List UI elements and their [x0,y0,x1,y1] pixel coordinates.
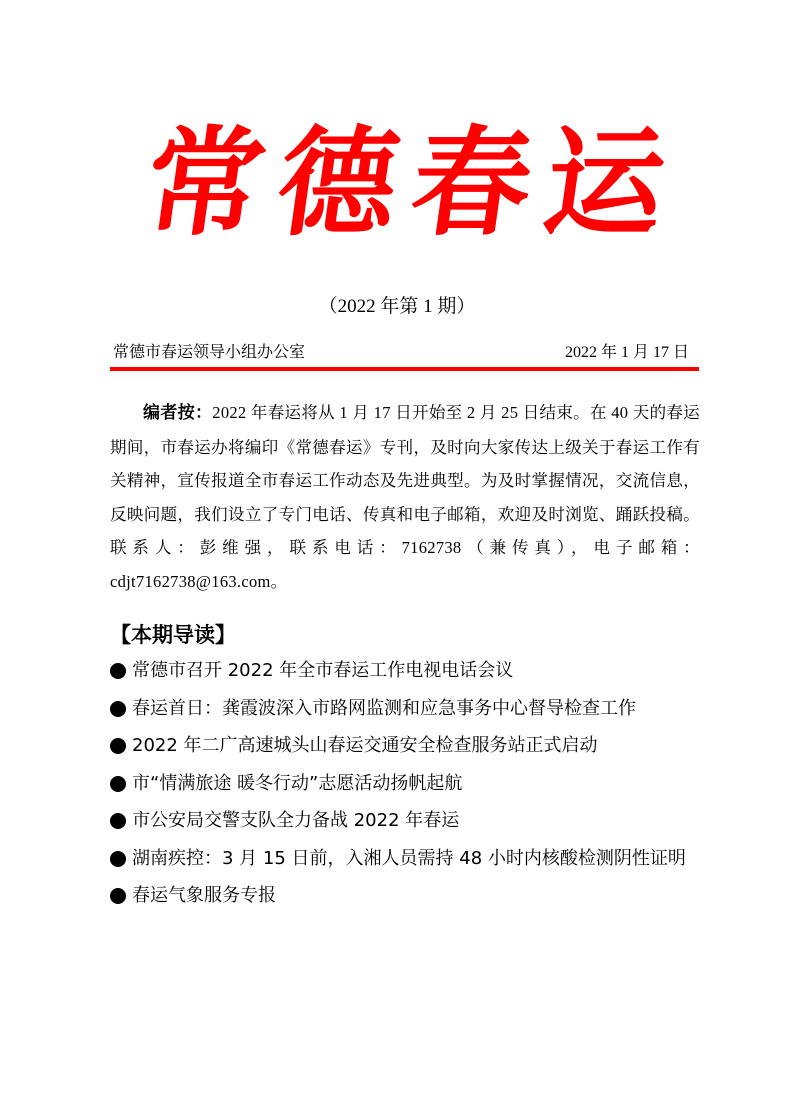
bullet-icon [110,701,126,717]
masthead-char: 常 [136,113,274,252]
bullet-icon [110,776,126,792]
guide-item [110,840,700,878]
issue-date: 2022 年 1 月 17 日 [564,344,689,361]
guide-item [110,727,700,765]
guide-item-text: 春运气象服务专报 [132,885,276,906]
bullet-icon [110,738,126,754]
red-divider [110,367,699,371]
editor-note-label: 编者按： [143,403,213,423]
bullet-icon [110,851,126,867]
issue-number: （2022 年第 1 期） [318,296,476,317]
guide-item-text: 春运首日：龚霞波深入市路网监测和应急事务中心督导检查工作 [132,697,636,719]
bullet-icon [110,813,126,829]
editor-note-body: 2022 年春运将从 1 月 17 日开始至 2 月 25 日结束。在 40 天的春运期间，市春运办将编印《常德春运》专刊，及时向大家传达上级关于春运工作有关精神，宣传报道全市春运工作动态及先进典型。为及时掌握情况，交流信息，反映问题，我们设立了专门电话、传真和电子邮箱，欢迎及时浏览、踊跃投稿。联系人：彭维强，联系电话：7162738（兼传真），电子邮箱：cdjt7162738@163.com。 [110,403,700,591]
issuing-office: 常德市春运领导小组办公室 [113,344,306,361]
masthead-char: 德 [269,113,408,252]
guide-item [110,802,700,840]
bullet-icon [110,663,126,679]
guide-item [110,877,700,915]
guide-item [110,690,700,728]
guide-item [110,765,700,803]
editor-note [110,396,700,599]
bullet-icon [110,888,126,904]
masthead-title [136,108,674,258]
guide-list [110,652,700,915]
guide-item-text: 市公安局交警支队全力备战 2022 年春运 [132,810,460,831]
guide-item-text: 湖南疾控：3 月 15 日前，入湘人员需持 48 小时内核酸检测阴性证明 [132,847,686,869]
masthead-char: 春 [402,113,541,252]
guide-item-text: 常德市召开 2022 年全市春运工作电视电话会议 [132,660,514,681]
masthead-char: 运 [536,113,674,252]
guide-item-text: 市“情满旅途 暖冬行动”志愿活动扬帆起航 [132,772,463,794]
header-row [113,341,689,365]
guide-heading: 【本期导读】 [110,623,236,647]
guide-item [110,652,700,690]
guide-item-text: 2022 年二广高速城头山春运交通安全检查服务站正式启动 [132,735,598,756]
